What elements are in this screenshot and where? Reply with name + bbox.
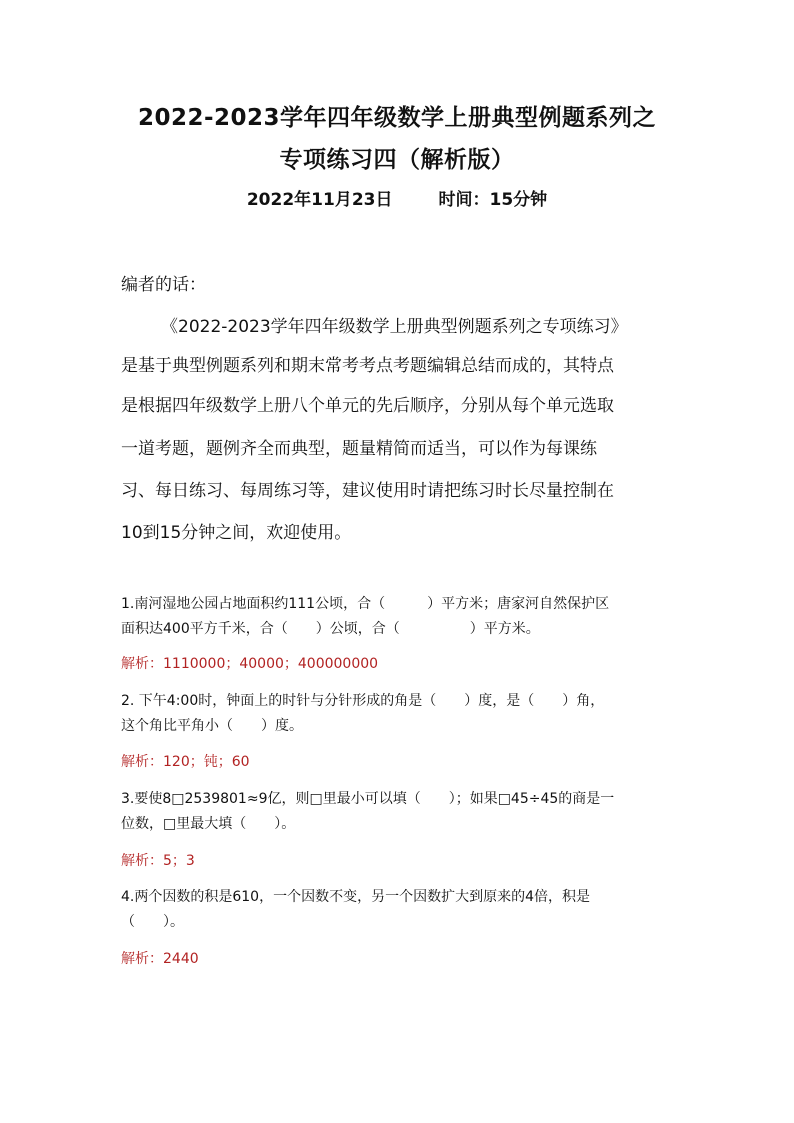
question-4-line-2: （ ）。 (121, 914, 184, 930)
question-2-answer: 解析：120；钝；60 (121, 754, 250, 770)
question-1-line-1: 1.南河湿地公园占地面积约111公顷，合（ ）平方米；唐家河自然保护区 (121, 596, 610, 612)
editor-note-line: 《2022-2023学年四年级数学上册典型例题系列之专项练习》 (161, 317, 628, 337)
question-1-answer: 解析：1110000；40000；400000000 (121, 656, 379, 672)
question-4-line-1: 4.两个因数的积是610，一个因数不变，另一个因数扩大到原来的4倍，积是 (121, 889, 590, 905)
question-2-line-1: 2. 下午4:00时，钟面上的时针与分针形成的角是（ ）度，是（ ）角， (121, 693, 605, 709)
date-text: 2022年11月23日 (246, 190, 393, 210)
editor-note-line: 是根据四年级数学上册八个单元的先后顺序，分别从每个单元选取 (121, 396, 614, 416)
page-title-line-1: 2022-2023学年四年级数学上册典型例题系列之 (137, 105, 657, 131)
editor-note-heading: 编者的话： (121, 275, 206, 295)
question-2-line-2: 这个角比平角小（ ）度。 (121, 718, 303, 734)
editor-note-line: 一道考题，题例齐全而典型，题量精简而适当，可以作为每课练 (121, 439, 597, 459)
page-title-line-2: 专项练习四（解析版） (279, 147, 515, 173)
question-3-line-2: 位数，□里最大填（ ）。 (121, 816, 296, 832)
time-text: 时间：15分钟 (438, 190, 548, 210)
editor-note-line: 是基于典型例题系列和期末常考考点考题编辑总结而成的，其特点 (121, 356, 614, 376)
question-4-answer: 解析：2440 (121, 951, 199, 967)
date-time-line (0, 188, 794, 212)
question-1-line-2: 面积达400平方千米，合（ ）公顷，合（ ）平方米。 (121, 621, 540, 637)
question-3-line-1: 3.要使8□2539801≈9亿，则□里最小可以填（ ）；如果□45÷45的商是一 (121, 791, 615, 807)
editor-note-line: 10到15分钟之间，欢迎使用。 (121, 523, 352, 543)
editor-note-line: 习、每日练习、每周练习等，建议使用时请把练习时长尽量控制在 (121, 481, 614, 501)
question-3-answer: 解析：5；3 (121, 853, 195, 869)
